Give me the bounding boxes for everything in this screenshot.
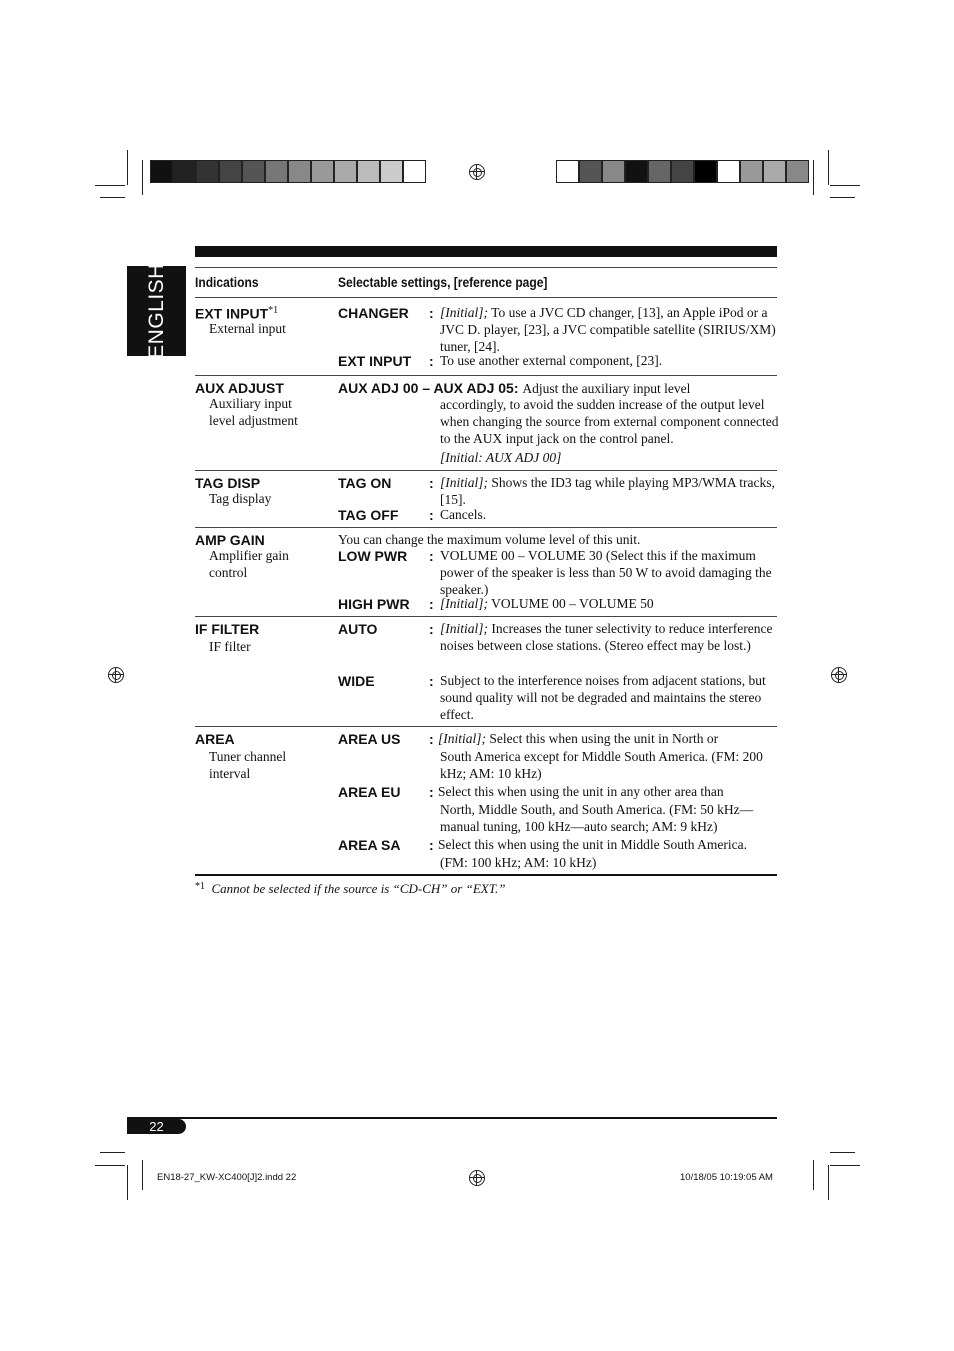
crop-mark [142, 1160, 143, 1190]
color-swatch [763, 160, 786, 183]
initial-value: [Initial: AUX ADJ 00] [440, 450, 562, 465]
slug-filename: EN18-27_KW-XC400[J]2.indd 22 [157, 1172, 297, 1183]
registration-mark-icon [469, 1170, 485, 1186]
language-tab-label: ENGLISH [144, 263, 168, 359]
color-swatch [334, 160, 357, 183]
color-swatch [602, 160, 625, 183]
indication-description: Tuner channel interval [209, 749, 287, 781]
footnote-text: Cannot be selected if the source is “CD-CH” or “EXT.” [211, 881, 506, 896]
setting-description: [Initial]; VOLUME 00 – VOLUME 50 [440, 596, 654, 611]
setting-option: AREA US [338, 731, 401, 747]
crop-mark [95, 1165, 125, 1166]
color-swatch [265, 160, 288, 183]
setting-description: VOLUME 00 – VOLUME 30 (Select this if the maximum power of the speaker is less than 50 W to avoid damaging the speaker.) [440, 548, 772, 597]
crop-mark [813, 1160, 814, 1190]
footnote-mark: *1 [268, 305, 279, 316]
setting-description: Subject to the interference noises from adjacent stations, but sound quality will not be degraded and maintains the stereo effect. [440, 673, 766, 722]
color-swatch [288, 160, 311, 183]
registration-mark-icon [108, 667, 124, 683]
indication-description: External input [209, 321, 286, 336]
setting-option: AREA SA [338, 837, 401, 853]
setting-description: [Initial]; Select this when using the unit in North or [438, 731, 719, 746]
setting-option: TAG ON [338, 475, 392, 491]
indication-description: Amplifier gain control [209, 548, 289, 580]
setting-option: AUTO [338, 621, 378, 637]
indication-name: AREA [195, 731, 235, 747]
page-number: 22 [127, 1119, 186, 1134]
divider [195, 267, 777, 268]
colon: : [429, 731, 434, 747]
registration-mark-icon [831, 667, 847, 683]
crop-mark [830, 185, 860, 186]
colon: : [429, 621, 434, 637]
color-swatch [242, 160, 265, 183]
crop-mark [127, 1165, 128, 1200]
color-swatch [671, 160, 694, 183]
color-swatch [173, 160, 196, 183]
setting-description: Select this when using the unit in any other area than [438, 784, 724, 799]
setting-option: LOW PWR [338, 548, 408, 564]
color-swatch [150, 160, 173, 183]
setting-intro: You can change the maximum volume level of this unit. [338, 532, 641, 547]
table-top-bar [195, 246, 777, 257]
color-swatch [717, 160, 740, 183]
color-bar-right [556, 160, 809, 183]
crop-mark [100, 197, 125, 198]
registration-mark-icon [469, 164, 485, 180]
crop-mark [828, 1165, 829, 1200]
color-swatch [740, 160, 763, 183]
color-swatch [579, 160, 602, 183]
color-swatch [786, 160, 809, 183]
setting-description: [Initial]; To use a JVC CD changer, [13], an Apple iPod or a JVC D. player, [23], a JVC compatible satellite (SIRIUS/XM) tuner, [24]. [440, 305, 776, 354]
crop-mark [127, 150, 128, 185]
setting-option: HIGH PWR [338, 596, 410, 612]
colon: : [429, 507, 434, 523]
setting-description: [Initial]; Increases the tuner selectivity to reduce interference noises between close stations. (Stereo effect may be lost.) [440, 621, 773, 653]
colon: : [429, 353, 434, 369]
color-swatch [219, 160, 242, 183]
setting-description: Select this when using the unit in Middle South America. [438, 837, 747, 852]
indication-name: AMP GAIN [195, 532, 265, 548]
setting-description: (FM: 100 kHz; AM: 10 kHz) [440, 855, 597, 870]
divider [195, 297, 777, 298]
setting-option: EXT INPUT [338, 353, 412, 369]
colon: : [429, 673, 434, 689]
color-swatch [625, 160, 648, 183]
indication-name: EXT INPUT$^{*1}$ [195, 305, 279, 322]
color-swatch [556, 160, 579, 183]
divider [195, 527, 777, 528]
color-swatch [380, 160, 403, 183]
crop-mark [830, 197, 855, 198]
setting-description: Cancels. [440, 507, 487, 522]
color-swatch [357, 160, 380, 183]
colon: : [429, 784, 434, 800]
crop-mark [142, 160, 143, 195]
indication-description: Tag display [209, 491, 272, 506]
colon: : [429, 305, 434, 321]
column-header-settings: Selectable settings, [reference page] [338, 274, 548, 290]
colon: : [429, 837, 434, 853]
setting-description: South America except for Middle South America. (FM: 200 kHz; AM: 10 kHz) [440, 749, 763, 781]
language-tab [127, 263, 186, 359]
color-bar-left [150, 160, 426, 183]
column-header-indications: Indications [195, 274, 259, 290]
slug-timestamp: 10/18/05 10:19:05 AM [680, 1172, 773, 1183]
divider [195, 726, 777, 727]
color-swatch [196, 160, 219, 183]
setting-option: CHANGER [338, 305, 409, 321]
crop-mark [100, 1152, 125, 1153]
divider [195, 616, 777, 617]
setting-option: TAG OFF [338, 507, 399, 523]
setting-option: AUX ADJ 00 – AUX ADJ 05: Adjust the auxiliary input level [338, 380, 691, 396]
crop-mark [830, 1165, 860, 1166]
colon: : [429, 548, 434, 564]
divider [195, 375, 777, 376]
colon: : [429, 596, 434, 612]
setting-description: [Initial]; Shows the ID3 tag while playing MP3/WMA tracks, [15]. [440, 475, 775, 507]
color-swatch [403, 160, 426, 183]
divider [195, 470, 777, 471]
page-bottom-rule [127, 1117, 777, 1119]
color-swatch [311, 160, 334, 183]
color-swatch [648, 160, 671, 183]
crop-mark [828, 150, 829, 185]
colon: : [429, 475, 434, 491]
crop-mark [830, 1152, 855, 1153]
footnote [195, 881, 505, 897]
footnote-mark: *1 [195, 881, 205, 892]
setting-description: North, Middle South, and South America. (FM: 50 kHz—manual tuning, 100 kHz—auto search; AM: 9 kHz) [440, 802, 754, 834]
indication-name: AUX ADJUST [195, 380, 284, 396]
crop-mark [813, 160, 814, 195]
table-bottom-rule [195, 874, 777, 876]
indication-description: Auxiliary input level adjustment [209, 396, 298, 428]
setting-description: To use another external component, [23]. [440, 353, 663, 368]
indication-description: IF filter [209, 639, 251, 654]
indication-name: TAG DISP [195, 475, 261, 491]
crop-mark [95, 185, 125, 186]
color-swatch [694, 160, 717, 183]
setting-option: WIDE [338, 673, 375, 689]
setting-option: AREA EU [338, 784, 401, 800]
indication-name: IF FILTER [195, 621, 260, 637]
setting-description: accordingly, to avoid the sudden increase of the output level when changing the source from external component connected to the AUX input jack on the control panel. [440, 397, 779, 446]
